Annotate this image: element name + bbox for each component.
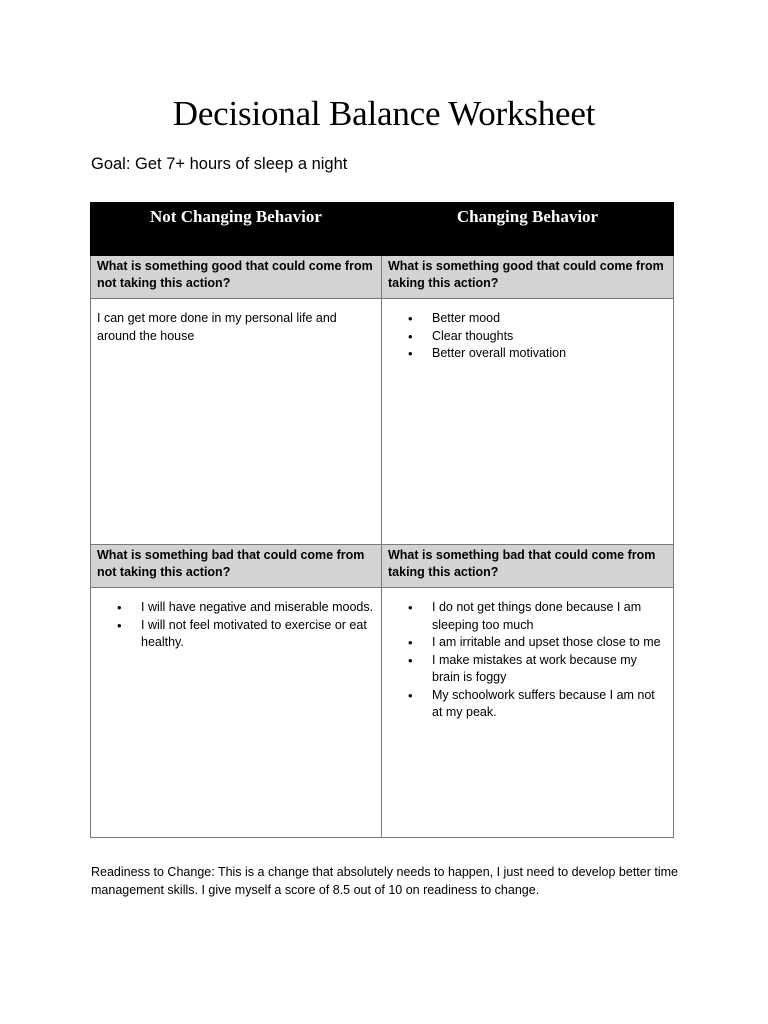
answer-bad-changing <box>382 588 674 838</box>
list-item: • I make mistakes at work because my brain is foggy <box>430 652 667 687</box>
answer-good-not-changing <box>91 299 382 545</box>
answer-row-bad <box>91 588 674 838</box>
answer-list <box>388 599 667 722</box>
page-title: Decisional Balance Worksheet <box>172 94 596 133</box>
header-not-changing: Not Changing Behavior <box>91 203 382 256</box>
list-item: • I will have negative and miserable moods. <box>139 599 375 617</box>
list-item: • Better mood <box>430 310 667 328</box>
list-item: • I will not feel motivated to exercise or eat healthy. <box>139 617 375 652</box>
question-bad-not-changing: What is something bad that could come from not taking this action? <box>91 545 382 588</box>
answer-good-changing <box>382 299 674 545</box>
answer-bad-not-changing <box>91 588 382 838</box>
question-good-changing: What is something good that could come from taking this action? <box>382 256 674 299</box>
list-item: • My schoolwork suffers because I am not at my peak. <box>430 687 667 722</box>
list-item: • I do not get things done because I am sleeping too much <box>430 599 667 634</box>
header-changing: Changing Behavior <box>382 203 674 256</box>
question-row-bad <box>91 545 674 588</box>
question-bad-changing: What is something bad that could come from taking this action? <box>382 545 674 588</box>
readiness-statement: Readiness to Change: This is a change that absolutely needs to happen, I just need to develop better time management skills. I give myself a score of 8.5 out of 10 on readiness to change. <box>91 865 678 897</box>
answer-text: I can get more done in my personal life and around the house <box>97 311 337 343</box>
answer-row-good <box>91 299 674 545</box>
list-item: • I am irritable and upset those close to me <box>430 634 667 652</box>
question-row-good <box>91 256 674 299</box>
answer-list <box>97 599 375 652</box>
question-good-not-changing: What is something good that could come from not taking this action? <box>91 256 382 299</box>
header-row <box>91 203 674 256</box>
decisional-balance-table <box>90 202 674 838</box>
answer-list <box>388 310 667 363</box>
goal-statement: Goal: Get 7+ hours of sleep a night <box>91 155 348 173</box>
list-item: • Clear thoughts <box>430 328 667 346</box>
list-item: • Better overall motivation <box>430 345 667 363</box>
